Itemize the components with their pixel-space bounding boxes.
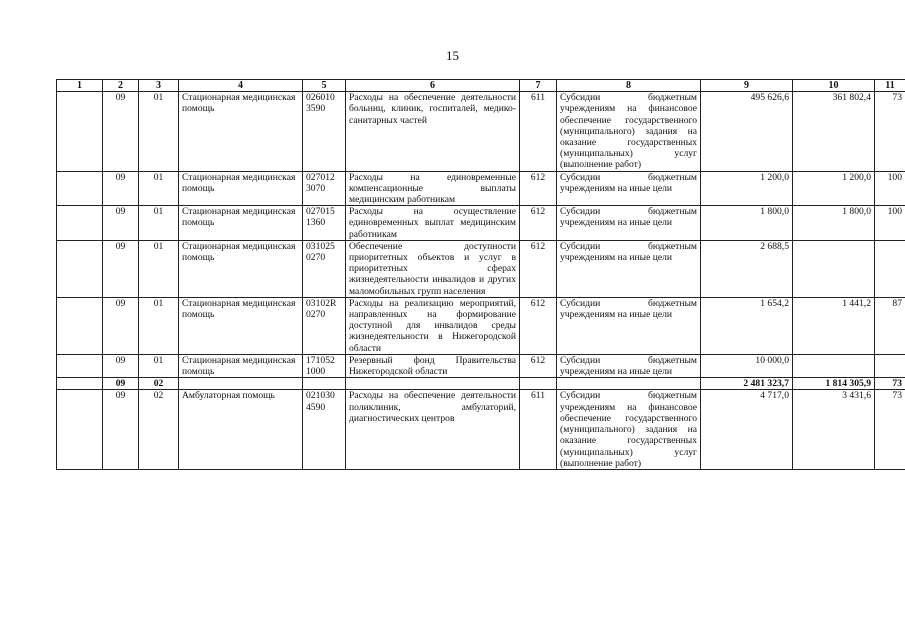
col-header: 7	[520, 80, 557, 92]
cell-name: Стационарная медицинская помощь	[179, 171, 303, 206]
cell-expense-name: Субсидии бюджетным учреждениям на иные цели	[557, 240, 701, 297]
cell-expense-code: 611	[520, 92, 557, 171]
cell-target-code	[303, 378, 346, 390]
cell-percent	[875, 354, 905, 377]
cell-name: Стационарная медицинская помощь	[179, 92, 303, 171]
cell-section: 09	[103, 378, 139, 390]
cell-percent: 87	[875, 297, 905, 354]
cell-target-code: 171052 1000	[303, 354, 346, 377]
table-row	[57, 354, 905, 377]
col-header: 10	[793, 80, 875, 92]
cell-actual: 1 800,0	[793, 206, 875, 241]
cell-expense-code: 612	[520, 297, 557, 354]
table-row	[57, 390, 905, 469]
cell-expense-code: 612	[520, 240, 557, 297]
cell-section: 09	[103, 390, 139, 469]
cell-actual	[793, 240, 875, 297]
cell-plan: 10 000,0	[701, 354, 793, 377]
col-header: 11	[875, 80, 905, 92]
cell-plan: 2 481 323,7	[701, 378, 793, 390]
cell-subsection: 01	[139, 240, 179, 297]
cell-expense-name: Субсидии бюджетным учреждениям на иные цели	[557, 354, 701, 377]
cell-name	[179, 378, 303, 390]
cell-target-code: 027015 1360	[303, 206, 346, 241]
cell-expense-name: Субсидии бюджетным учреждениям на иные цели	[557, 206, 701, 241]
cell-num	[57, 378, 103, 390]
cell-expense-code: 612	[520, 206, 557, 241]
cell-plan: 1 800,0	[701, 206, 793, 241]
cell-plan: 1 200,0	[701, 171, 793, 206]
cell-subsection: 01	[139, 171, 179, 206]
cell-percent: 100	[875, 171, 905, 206]
cell-num	[57, 206, 103, 241]
cell-percent: 100	[875, 206, 905, 241]
cell-section: 09	[103, 206, 139, 241]
cell-actual: 3 431,6	[793, 390, 875, 469]
cell-percent: 73	[875, 92, 905, 171]
cell-expense-name: Субсидии бюджетным учреждениям на финансовое обеспечение государственного (муниципального) задания на оказание государственных (муниципальных) услуг (выполнение работ)	[557, 390, 701, 469]
cell-target-name: Расходы на единовременные компенсационные выплаты медицинским работникам	[346, 171, 520, 206]
cell-plan: 4 717,0	[701, 390, 793, 469]
page-number: 15	[446, 48, 459, 63]
cell-subsection: 01	[139, 92, 179, 171]
cell-actual: 1 441,2	[793, 297, 875, 354]
col-header: 9	[701, 80, 793, 92]
col-header: 3	[139, 80, 179, 92]
col-header: 4	[179, 80, 303, 92]
cell-target-name	[346, 378, 520, 390]
cell-subsection: 01	[139, 354, 179, 377]
cell-actual: 361 802,4	[793, 92, 875, 171]
cell-num	[57, 354, 103, 377]
cell-target-code: 021030 4590	[303, 390, 346, 469]
cell-name: Стационарная медицинская помощь	[179, 240, 303, 297]
cell-target-code: 03102R 0270	[303, 297, 346, 354]
cell-num	[57, 390, 103, 469]
cell-plan: 495 626,6	[701, 92, 793, 171]
cell-num	[57, 297, 103, 354]
cell-expense-code: 612	[520, 171, 557, 206]
cell-subsection: 01	[139, 206, 179, 241]
cell-target-name: Расходы на реализацию мероприятий, направленных на формирование доступной для инвалидов среды жизнедеятельности в Нижегородской области	[346, 297, 520, 354]
col-header: 1	[57, 80, 103, 92]
cell-percent: 73	[875, 390, 905, 469]
cell-num	[57, 92, 103, 171]
cell-target-code: 027012 3070	[303, 171, 346, 206]
col-header: 6	[346, 80, 520, 92]
cell-target-code: 026010 3590	[303, 92, 346, 171]
cell-name: Стационарная медицинская помощь	[179, 206, 303, 241]
cell-target-name: Резервный фонд Правительства Нижегородской области	[346, 354, 520, 377]
cell-expense-name: Субсидии бюджетным учреждениям на финансовое обеспечение государственного (муниципального) задания на оказание государственных (муниципальных) услуг (выполнение работ)	[557, 92, 701, 171]
cell-subsection: 01	[139, 297, 179, 354]
cell-subsection: 02	[139, 390, 179, 469]
cell-section: 09	[103, 92, 139, 171]
col-header: 2	[103, 80, 139, 92]
cell-num	[57, 171, 103, 206]
cell-percent	[875, 240, 905, 297]
cell-actual: 1 200,0	[793, 171, 875, 206]
table-row	[57, 171, 905, 206]
table-row	[57, 297, 905, 354]
cell-target-name: Расходы на осуществление единовременных выплат медицинским работникам	[346, 206, 520, 241]
cell-target-name: Расходы на обеспечение деятельности больниц, клиник, госпиталей, медико-санитарных частей	[346, 92, 520, 171]
header-row	[57, 80, 905, 92]
cell-percent: 73	[875, 378, 905, 390]
cell-expense-name	[557, 378, 701, 390]
cell-expense-name: Субсидии бюджетным учреждениям на иные цели	[557, 297, 701, 354]
cell-expense-code	[520, 378, 557, 390]
table-row	[57, 92, 905, 171]
table-row	[57, 206, 905, 241]
cell-plan: 2 688,5	[701, 240, 793, 297]
cell-subsection: 02	[139, 378, 179, 390]
cell-section: 09	[103, 171, 139, 206]
col-header: 8	[557, 80, 701, 92]
cell-target-code: 031025 0270	[303, 240, 346, 297]
cell-name: Амбулаторная помощь	[179, 390, 303, 469]
cell-expense-code: 611	[520, 390, 557, 469]
cell-name: Стационарная медицинская помощь	[179, 297, 303, 354]
cell-section: 09	[103, 240, 139, 297]
table-row	[57, 240, 905, 297]
col-header: 5	[303, 80, 346, 92]
cell-expense-name: Субсидии бюджетным учреждениям на иные цели	[557, 171, 701, 206]
cell-target-name: Расходы на обеспечение деятельности поликлиник, амбулаторий, диагностических центров	[346, 390, 520, 469]
subtotal-row	[57, 378, 905, 390]
cell-name: Стационарная медицинская помощь	[179, 354, 303, 377]
cell-section: 09	[103, 354, 139, 377]
cell-actual	[793, 354, 875, 377]
cell-expense-code: 612	[520, 354, 557, 377]
budget-table	[56, 79, 905, 470]
cell-target-name: Обеспечение доступности приоритетных объектов и услуг в приоритетных сферах жизнедеятельности инвалидов и других маломобильных групп населения	[346, 240, 520, 297]
cell-num	[57, 240, 103, 297]
cell-section: 09	[103, 297, 139, 354]
cell-actual: 1 814 305,9	[793, 378, 875, 390]
cell-plan: 1 654,2	[701, 297, 793, 354]
